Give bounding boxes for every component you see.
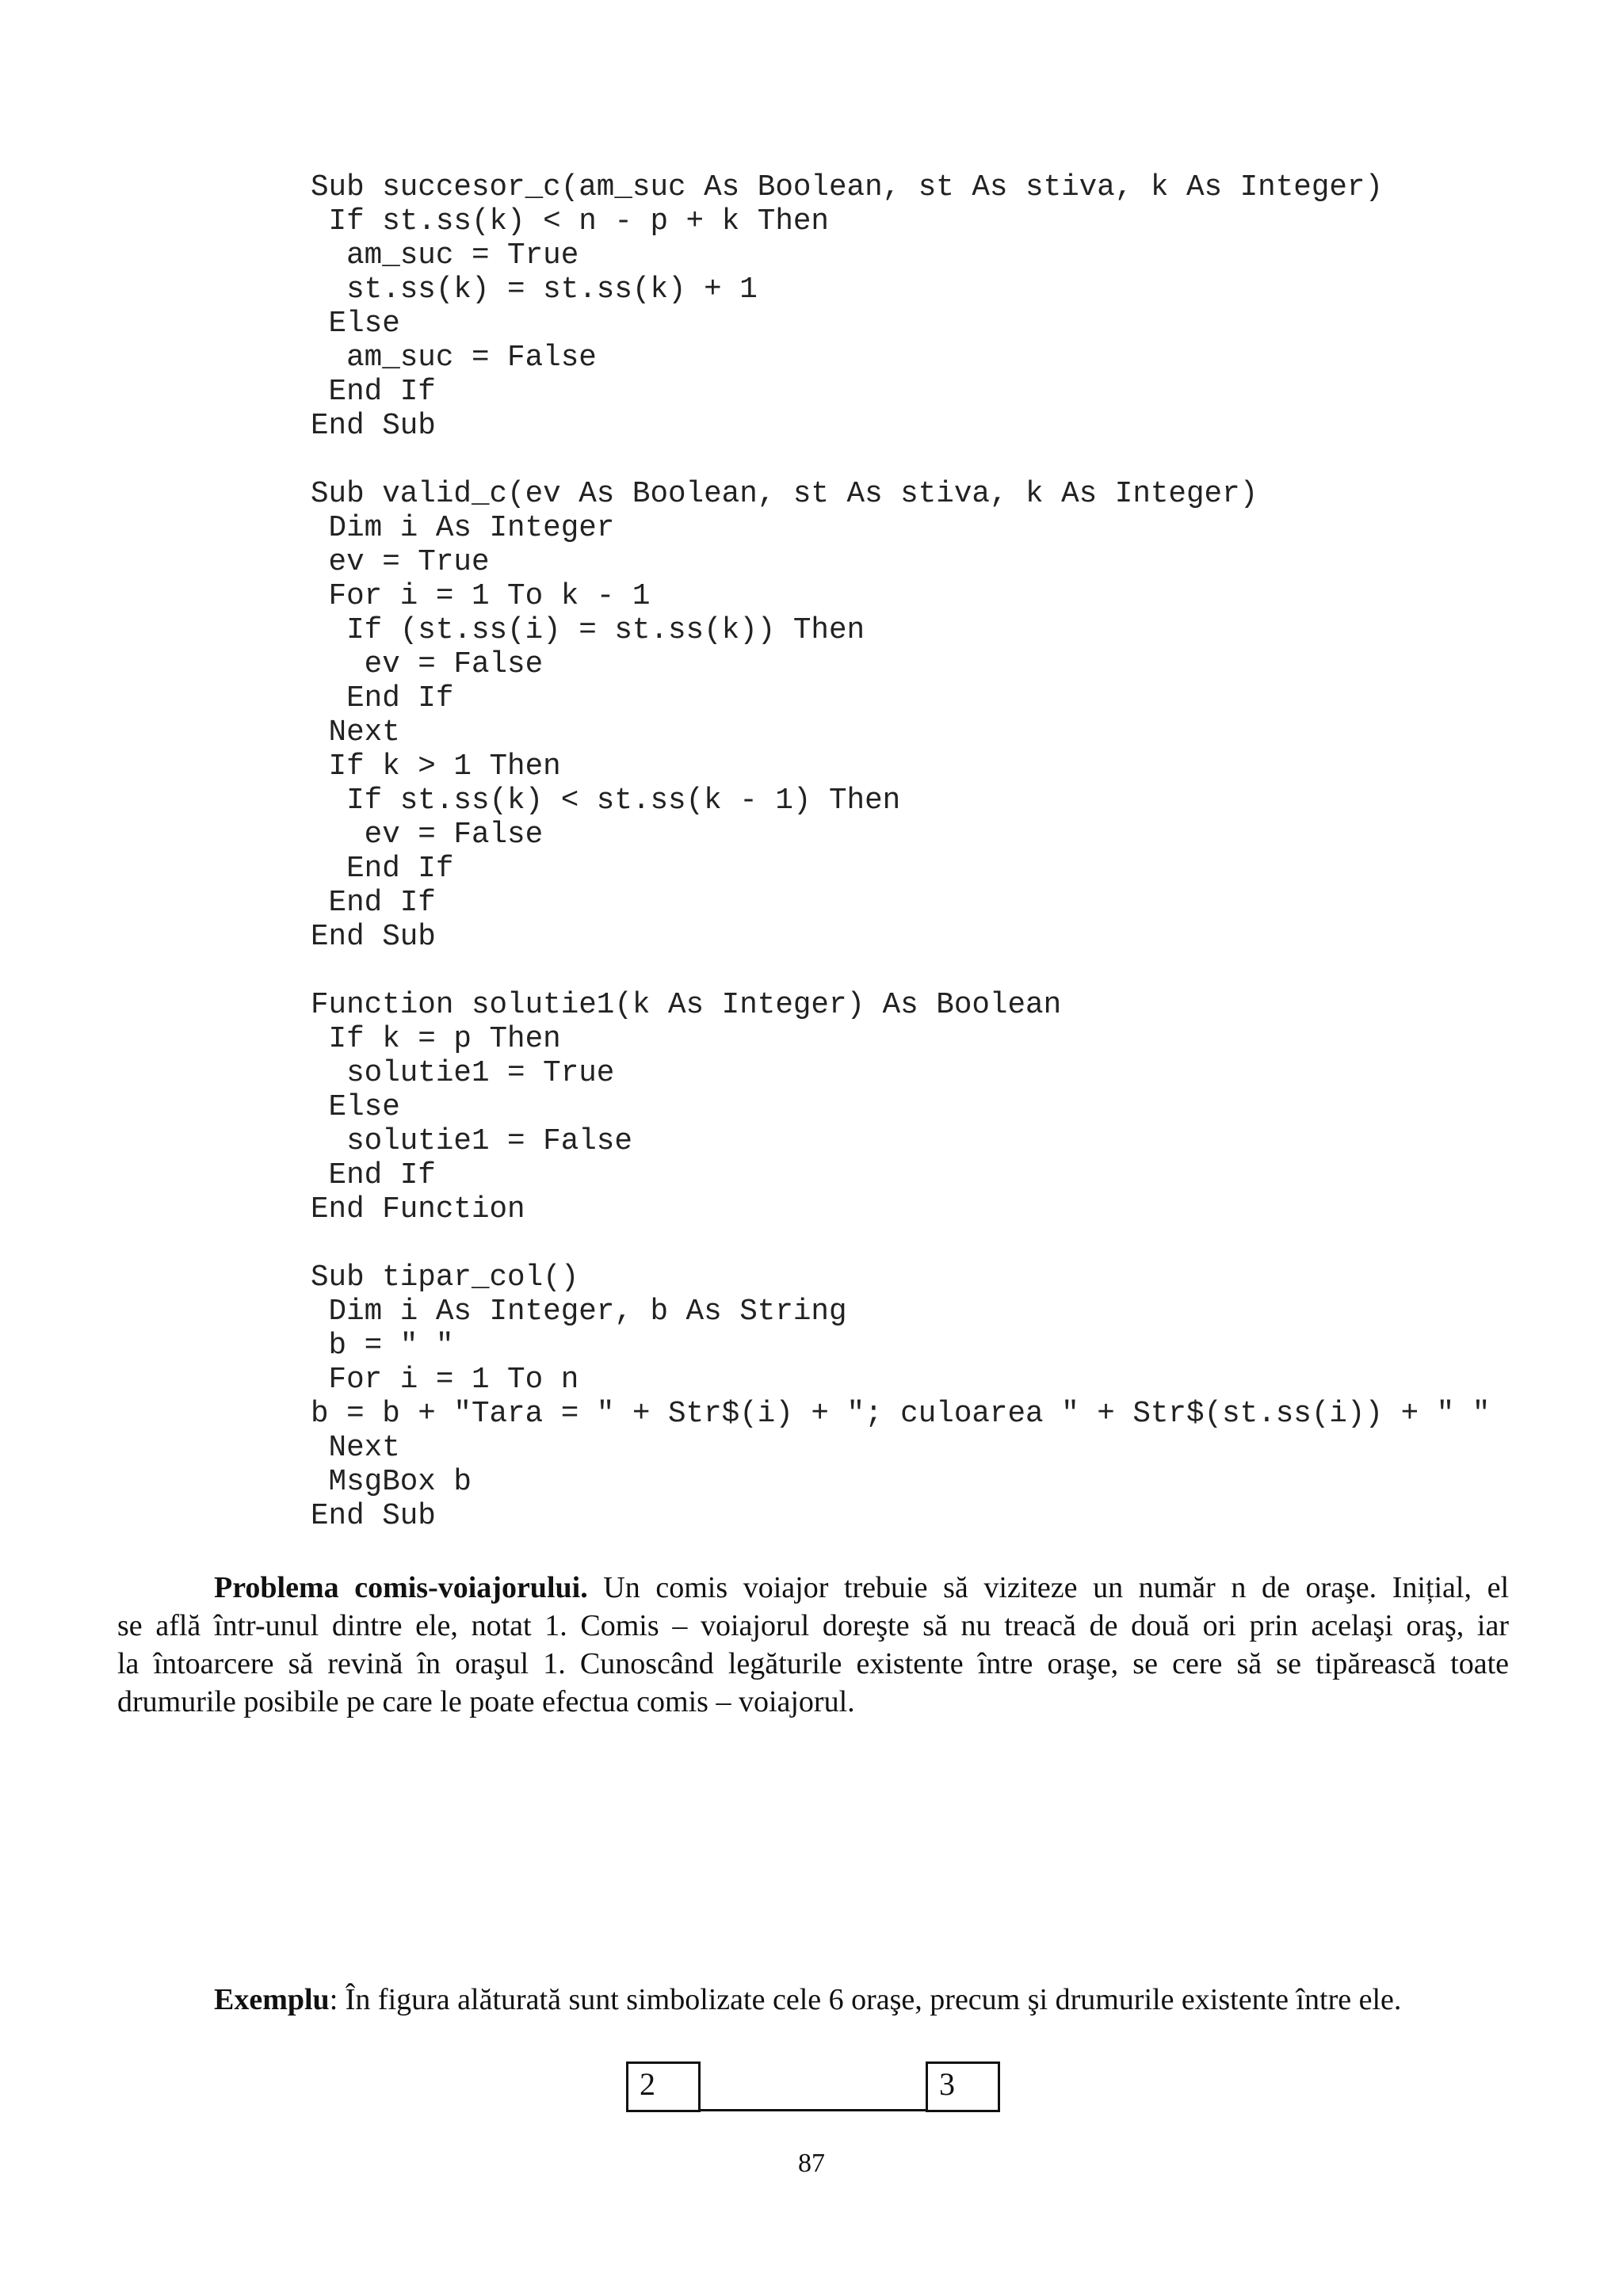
- problem-title: Problema comis-voiajorului.: [214, 1571, 588, 1604]
- code-line: am_suc = True: [311, 239, 579, 273]
- code-line: st.ss(k) = st.ss(k) + 1: [311, 273, 758, 307]
- code-line: Next: [311, 1432, 400, 1465]
- code-line: Sub succesor_c(am_suc As Boolean, st As stiva, k As Integer): [311, 171, 1384, 204]
- graph-node-3: 3: [926, 2061, 1000, 2112]
- code-line: Dim i As Integer: [311, 512, 615, 545]
- problem-line-1: [117, 1569, 1509, 1607]
- code-line: Else: [311, 307, 400, 341]
- code-line: For i = 1 To n: [311, 1363, 579, 1397]
- problem-line-3: la întoarcere să revină în oraşul 1. Cunoscând legăturile existente între oraşe, se cere să se tipărească toate: [117, 1647, 1509, 1680]
- code-line: End If: [311, 852, 454, 886]
- code-line: If st.ss(k) < n - p + k Then: [311, 205, 829, 238]
- code-line: am_suc = False: [311, 341, 597, 375]
- code-line: End Function: [311, 1193, 525, 1226]
- code-line: Else: [311, 1091, 400, 1124]
- code-line: If (st.ss(i) = st.ss(k)) Then: [311, 614, 865, 647]
- code-line: ev = False: [311, 648, 544, 681]
- code-listing: [311, 171, 1490, 1534]
- code-line: End If: [311, 376, 436, 409]
- problem-line-2: se află într-unul dintre ele, notat 1. Comis – voiajorul doreşte să nu treacă de două ori prin acelaşi oraş, iar: [117, 1609, 1509, 1642]
- code-line: [311, 955, 1490, 989]
- code-line: If k > 1 Then: [311, 750, 561, 784]
- code-line: If st.ss(k) < st.ss(k - 1) Then: [311, 784, 901, 818]
- problem-text-1: Un comis voiajor trebuie să viziteze un număr n de oraşe. Inițial, el: [587, 1571, 1510, 1604]
- code-line: solutie1 = False: [311, 1125, 632, 1158]
- code-line: If k = p Then: [311, 1023, 561, 1056]
- code-line: Sub valid_c(ev As Boolean, st As stiva, k As Integer): [311, 478, 1258, 511]
- code-line: [311, 1227, 1490, 1261]
- example-text: : În figura alăturată sunt simbolizate cele 6 oraşe, precum şi drumurile existente între ele.: [329, 1983, 1402, 2016]
- code-line: Next: [311, 716, 400, 749]
- code-line: End Sub: [311, 410, 436, 443]
- code-line: solutie1 = True: [311, 1057, 615, 1090]
- code-line: Dim i As Integer, b As String: [311, 1295, 847, 1329]
- problem-line-4: drumurile posibile pe care le poate efectua comis – voiajorul.: [117, 1685, 855, 1718]
- code-line: ev = False: [311, 818, 544, 852]
- code-line: [311, 444, 1490, 478]
- code-line: Function solutie1(k As Integer) As Boolean: [311, 989, 1062, 1022]
- code-line: End If: [311, 887, 436, 920]
- code-line: For i = 1 To k - 1: [311, 580, 651, 613]
- code-line: b = " ": [311, 1329, 454, 1363]
- code-line: ev = True: [311, 546, 490, 579]
- code-line: End If: [311, 1159, 436, 1192]
- code-line: MsgBox b: [311, 1466, 472, 1499]
- code-line: End If: [311, 682, 454, 715]
- graph-edge-2-3: [699, 2109, 927, 2111]
- code-line: End Sub: [311, 1500, 436, 1533]
- graph-node-2: 2: [626, 2061, 701, 2112]
- example-paragraph: [214, 1981, 1401, 2019]
- example-label: Exemplu: [214, 1983, 330, 2016]
- code-line: End Sub: [311, 921, 436, 954]
- code-line: Sub tipar_col(): [311, 1261, 579, 1295]
- problem-paragraph: [117, 1569, 1509, 1721]
- code-line: b = b + "Tara = " + Str$(i) + "; culoarea " + Str$(st.ss(i)) + " ": [311, 1398, 1491, 1431]
- page-number: 87: [798, 2149, 825, 2178]
